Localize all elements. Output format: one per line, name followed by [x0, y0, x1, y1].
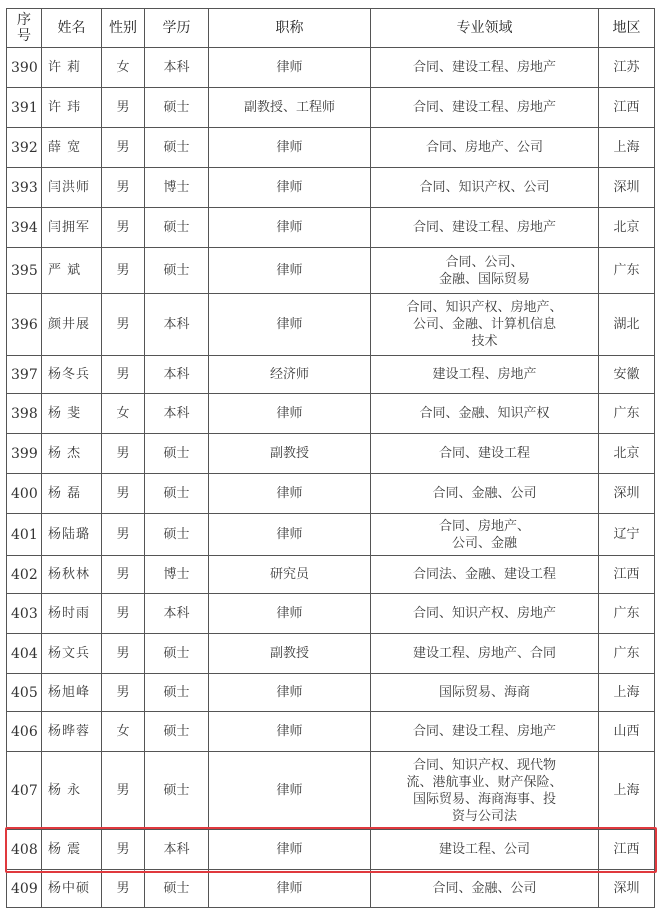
row-region: 安徽 — [599, 356, 655, 394]
table-row — [7, 514, 655, 556]
row-region: 上海 — [599, 752, 655, 830]
row-education: 本科 — [145, 830, 209, 870]
row-field-line: 合同法、金融、建设工程 — [412, 567, 556, 582]
row-field — [371, 294, 599, 356]
row-education: 硕士 — [145, 208, 209, 248]
row-education: 本科 — [145, 594, 209, 634]
row-education: 硕士 — [145, 474, 209, 514]
row-field — [371, 514, 599, 556]
row-gender: 男 — [102, 88, 145, 128]
row-gender: 男 — [102, 168, 145, 208]
row-region: 北京 — [599, 208, 655, 248]
row-gender: 男 — [102, 294, 145, 356]
row-name: 许 玮 — [42, 88, 102, 128]
row-field — [371, 634, 599, 674]
row-region: 广东 — [599, 394, 655, 434]
row-seq: 408 — [7, 830, 42, 870]
row-name: 杨陆璐 — [42, 514, 102, 556]
row-seq: 405 — [7, 674, 42, 712]
row-title: 研究员 — [209, 556, 371, 594]
row-field — [371, 168, 599, 208]
row-seq: 404 — [7, 634, 42, 674]
table-row — [7, 594, 655, 634]
row-field — [371, 474, 599, 514]
row-field-line: 合同、房地产、 — [438, 518, 530, 534]
row-seq: 398 — [7, 394, 42, 434]
row-region: 上海 — [599, 674, 655, 712]
row-name: 杨时雨 — [42, 594, 102, 634]
row-name: 杨 杰 — [42, 434, 102, 474]
table-header-row — [7, 9, 655, 48]
row-gender: 女 — [102, 394, 145, 434]
row-title: 经济师 — [209, 356, 371, 394]
row-title: 副教授 — [209, 634, 371, 674]
row-education: 硕士 — [145, 634, 209, 674]
row-education: 硕士 — [145, 128, 209, 168]
row-field-line: 合同、知识产权、房地产、 — [406, 300, 563, 315]
table-row — [7, 712, 655, 752]
row-field — [371, 356, 599, 394]
row-name: 薛 宽 — [42, 128, 102, 168]
table-row — [7, 870, 655, 908]
row-field — [371, 48, 599, 88]
row-field-line: 流、港航事业、财产保险、 — [406, 774, 563, 790]
row-name: 闫洪师 — [42, 168, 102, 208]
row-gender: 男 — [102, 248, 145, 294]
table-row — [7, 128, 655, 168]
row-field-line: 建设工程、公司 — [438, 842, 530, 857]
row-education: 本科 — [145, 356, 209, 394]
row-seq: 403 — [7, 594, 42, 634]
row-name: 杨秋林 — [42, 556, 102, 594]
row-seq: 402 — [7, 556, 42, 594]
row-field — [371, 394, 599, 434]
row-field — [371, 870, 599, 908]
row-title: 律师 — [209, 674, 371, 712]
row-seq: 401 — [7, 514, 42, 556]
row-field — [371, 208, 599, 248]
table-row — [7, 294, 655, 356]
header-title: 职称 — [209, 9, 371, 48]
row-name: 杨 震 — [42, 830, 102, 870]
row-title: 律师 — [209, 394, 371, 434]
row-education: 硕士 — [145, 674, 209, 712]
row-gender: 男 — [102, 434, 145, 474]
row-field-line: 合同、金融、公司 — [432, 486, 537, 501]
row-field-line: 建设工程、房地产 — [432, 367, 537, 382]
row-education: 硕士 — [145, 712, 209, 752]
row-seq: 399 — [7, 434, 42, 474]
row-education: 硕士 — [145, 752, 209, 830]
header-gender: 性别 — [102, 9, 145, 48]
row-title: 律师 — [209, 248, 371, 294]
row-field-line: 合同、建设工程 — [438, 446, 530, 461]
row-name: 杨旭峰 — [42, 674, 102, 712]
row-region: 山西 — [599, 712, 655, 752]
row-name: 杨中硕 — [42, 870, 102, 908]
row-name: 闫拥军 — [42, 208, 102, 248]
table-body — [7, 48, 655, 908]
row-region: 湖北 — [599, 294, 655, 356]
row-name: 杨 磊 — [42, 474, 102, 514]
row-name: 杨文兵 — [42, 634, 102, 674]
row-region: 深圳 — [599, 474, 655, 514]
row-field — [371, 830, 599, 870]
row-region: 江西 — [599, 830, 655, 870]
row-field-line: 合同、知识产权、现代物 — [412, 757, 556, 773]
row-field — [371, 674, 599, 712]
row-seq: 406 — [7, 712, 42, 752]
row-education: 博士 — [145, 168, 209, 208]
row-education: 硕士 — [145, 248, 209, 294]
row-title: 律师 — [209, 514, 371, 556]
row-name: 许 莉 — [42, 48, 102, 88]
row-gender: 男 — [102, 356, 145, 394]
row-field-line: 国际贸易、海商 — [438, 685, 530, 700]
row-education: 本科 — [145, 394, 209, 434]
table-row — [7, 752, 655, 830]
row-title: 律师 — [209, 870, 371, 908]
row-region: 江苏 — [599, 48, 655, 88]
row-field — [371, 88, 599, 128]
row-region: 广东 — [599, 248, 655, 294]
table-row — [7, 674, 655, 712]
row-seq: 409 — [7, 870, 42, 908]
row-region: 广东 — [599, 634, 655, 674]
row-seq: 394 — [7, 208, 42, 248]
row-education: 硕士 — [145, 870, 209, 908]
row-field-line: 国际贸易、海商海事、投 — [412, 791, 556, 807]
row-field-line: 合同、建设工程、房地产 — [412, 220, 556, 235]
row-field-line: 建设工程、房地产、合同 — [412, 646, 556, 661]
row-field — [371, 594, 599, 634]
row-field-line: 资与公司法 — [451, 808, 517, 824]
row-name: 杨冬兵 — [42, 356, 102, 394]
row-field-line: 技术 — [471, 334, 498, 349]
row-education: 硕士 — [145, 88, 209, 128]
row-seq: 391 — [7, 88, 42, 128]
row-education: 硕士 — [145, 434, 209, 474]
row-title: 副教授、工程师 — [209, 88, 371, 128]
row-title: 律师 — [209, 830, 371, 870]
row-education: 博士 — [145, 556, 209, 594]
row-seq: 390 — [7, 48, 42, 88]
row-field-line: 合同、建设工程、房地产 — [412, 724, 556, 739]
row-gender: 男 — [102, 128, 145, 168]
row-name: 严 斌 — [42, 248, 102, 294]
table-row — [7, 830, 655, 870]
row-region: 江西 — [599, 556, 655, 594]
row-gender: 女 — [102, 712, 145, 752]
row-field — [371, 248, 599, 294]
row-title: 副教授 — [209, 434, 371, 474]
row-region: 广东 — [599, 594, 655, 634]
row-field-line: 公司、金融、计算机信息 — [412, 317, 556, 332]
row-field-line: 合同、建设工程、房地产 — [412, 60, 556, 75]
row-region: 上海 — [599, 128, 655, 168]
row-gender: 男 — [102, 514, 145, 556]
row-region: 深圳 — [599, 168, 655, 208]
row-field — [371, 752, 599, 830]
row-title: 律师 — [209, 594, 371, 634]
row-region: 北京 — [599, 434, 655, 474]
row-field-line: 合同、知识产权、房地产 — [412, 606, 556, 621]
row-name: 杨晔蓉 — [42, 712, 102, 752]
row-field-line: 合同、公司、 — [445, 254, 524, 270]
row-gender: 男 — [102, 674, 145, 712]
row-seq: 397 — [7, 356, 42, 394]
row-name: 颜井展 — [42, 294, 102, 356]
row-education: 本科 — [145, 294, 209, 356]
row-title: 律师 — [209, 48, 371, 88]
row-field — [371, 434, 599, 474]
table-row — [7, 48, 655, 88]
header-education: 学历 — [145, 9, 209, 48]
row-gender: 男 — [102, 752, 145, 830]
row-region: 辽宁 — [599, 514, 655, 556]
row-education: 硕士 — [145, 514, 209, 556]
table-row — [7, 248, 655, 294]
header-name: 姓名 — [42, 9, 102, 48]
table-row — [7, 556, 655, 594]
row-education: 本科 — [145, 48, 209, 88]
row-title: 律师 — [209, 752, 371, 830]
row-field-line: 合同、建设工程、房地产 — [412, 100, 556, 115]
row-title: 律师 — [209, 208, 371, 248]
row-field-line: 金融、国际贸易 — [438, 271, 530, 287]
row-seq: 393 — [7, 168, 42, 208]
table-row — [7, 434, 655, 474]
row-field-line: 合同、知识产权、公司 — [419, 180, 550, 195]
table-row — [7, 208, 655, 248]
row-name: 杨 斐 — [42, 394, 102, 434]
row-field-line: 公司、金融 — [451, 535, 517, 551]
row-field — [371, 712, 599, 752]
row-title: 律师 — [209, 474, 371, 514]
row-gender: 男 — [102, 474, 145, 514]
row-field-line: 合同、房地产、公司 — [425, 140, 543, 155]
lawyer-roster-table — [6, 8, 655, 908]
row-name: 杨 永 — [42, 752, 102, 830]
row-field-line: 合同、金融、公司 — [432, 881, 537, 896]
row-region: 江西 — [599, 88, 655, 128]
row-gender: 男 — [102, 634, 145, 674]
row-field-line: 合同、金融、知识产权 — [419, 406, 550, 421]
row-gender: 男 — [102, 870, 145, 908]
row-gender: 男 — [102, 594, 145, 634]
row-seq: 392 — [7, 128, 42, 168]
table-row — [7, 474, 655, 514]
row-gender: 男 — [102, 208, 145, 248]
row-region: 深圳 — [599, 870, 655, 908]
row-seq: 395 — [7, 248, 42, 294]
table-row — [7, 634, 655, 674]
row-field — [371, 128, 599, 168]
row-gender: 男 — [102, 830, 145, 870]
row-seq: 407 — [7, 752, 42, 830]
row-title: 律师 — [209, 712, 371, 752]
header-seq: 序号 — [7, 9, 42, 48]
row-gender: 女 — [102, 48, 145, 88]
row-title: 律师 — [209, 168, 371, 208]
table-row — [7, 356, 655, 394]
row-seq: 400 — [7, 474, 42, 514]
table-row — [7, 394, 655, 434]
row-gender: 男 — [102, 556, 145, 594]
row-title: 律师 — [209, 294, 371, 356]
header-field: 专业领域 — [371, 9, 599, 48]
row-seq: 396 — [7, 294, 42, 356]
row-field — [371, 556, 599, 594]
table-row — [7, 168, 655, 208]
row-title: 律师 — [209, 128, 371, 168]
table-row — [7, 88, 655, 128]
header-region: 地区 — [599, 9, 655, 48]
